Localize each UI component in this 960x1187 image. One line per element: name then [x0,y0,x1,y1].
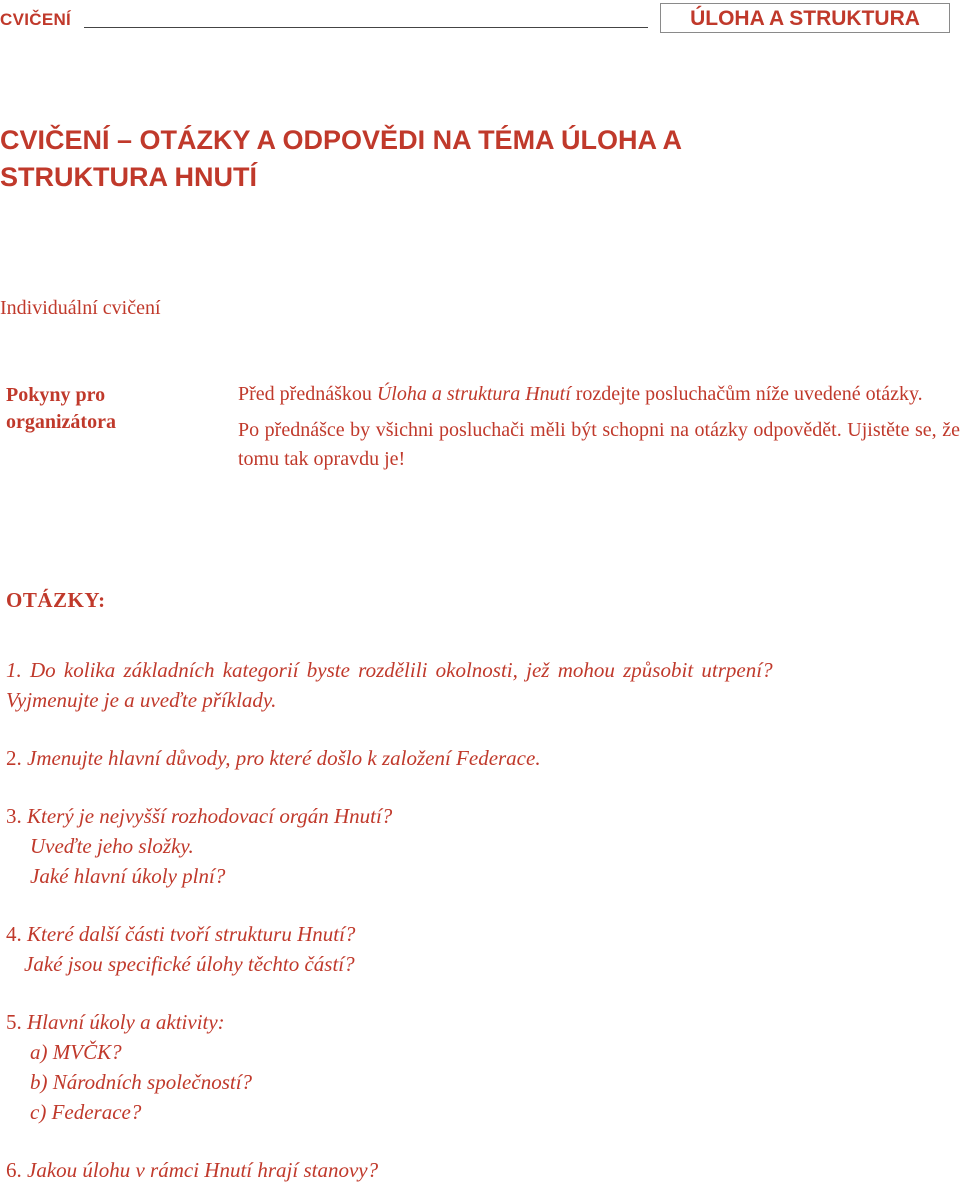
organizer-instructions-text [238,380,960,481]
question-4 [6,919,960,979]
question-text: Jakou úlohu v rámci Hnutí hrají stanovy? [27,1158,379,1182]
question-5-item-c: c) Federace? [30,1100,142,1124]
question-6-line-1 [6,1155,960,1185]
question-text: Který je nejvyšší rozhodovací orgán Hnutí? [27,804,393,828]
question-2-line-1 [6,743,960,773]
organizer-instructions-label [6,382,206,436]
questions-heading: OTÁZKY: [6,588,106,612]
organizer-paragraph-1 [238,380,960,409]
organizer-label-line-1: Pokyny pro [6,384,106,406]
question-5-line-1 [6,1007,960,1037]
question-3-line-2: Uveďte jeho složky. [30,834,194,858]
page-title [0,122,900,196]
organizer-label-line-2: organizátora [6,411,116,433]
question-3-line-1 [6,801,960,831]
question-3-line-3: Jaké hlavní úkoly plní? [30,864,226,888]
question-text: Které další části tvoří strukturu Hnutí? [27,922,356,946]
organizer-p1-after: rozdejte posluchačům níže uvedené otázky. [570,383,923,405]
question-number: 5. [6,1010,22,1034]
question-text: Do kolika základních kategorií byste rozdělili okolnosti, jež mohou způsobit utrpení? [30,658,773,682]
lecture-title: Úloha a struktura Hnutí [376,383,571,405]
questions-list [6,655,960,1185]
question-5 [6,1007,960,1127]
question-number: 4. [6,922,22,946]
question-1-line-2: Vyjmenujte je a uveďte příklady. [6,688,277,712]
question-4-line-2: Jaké jsou specifické úlohy těchto částí? [24,952,355,976]
question-1-line-1 [6,655,960,685]
question-2 [6,743,960,773]
question-5-item-b: b) Národních společností? [30,1070,253,1094]
question-number: 1. [6,658,22,682]
question-number: 3. [6,804,22,828]
question-text: Hlavní úkoly a aktivity: [27,1010,225,1034]
question-number: 2. [6,746,22,770]
question-5-item-a: a) MVČK? [30,1040,122,1064]
question-3 [6,801,960,891]
organizer-paragraph-2: Po přednášce by všichni posluchači měli být schopni na otázky odpovědět. Ujistěte se, že tomu tak opravdu je! [238,419,960,470]
header-divider [84,27,648,28]
page-title-line-2: STRUKTURA HNUTÍ [0,162,257,192]
question-6 [6,1155,960,1185]
question-number: 6. [6,1158,22,1182]
exercise-type: Individuální cvičení [0,297,161,319]
organizer-p1-before: Před přednáškou [238,383,377,405]
question-text: Jmenujte hlavní důvody, pro které došlo k založení Federace. [27,746,541,770]
page-title-line-1: CVIČENÍ – OTÁZKY A ODPOVĚDI NA TÉMA ÚLOHA A [0,125,683,155]
header-section-label: CVIČENÍ [0,10,72,29]
question-1 [6,655,960,715]
header-topic-box: ÚLOHA A STRUKTURA [660,3,950,33]
question-4-line-1 [6,919,960,949]
